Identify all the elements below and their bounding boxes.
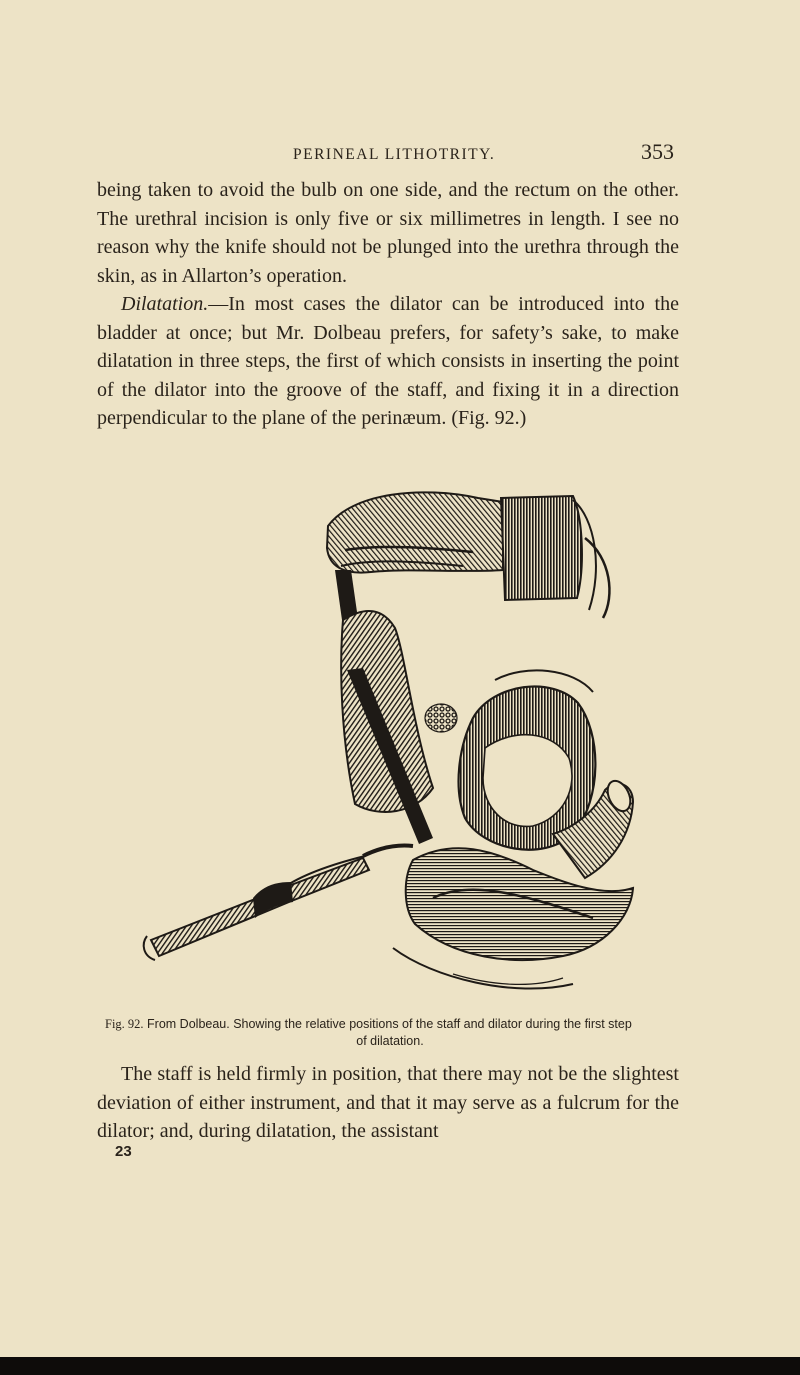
caption-line-2: of dilatation. (356, 1034, 424, 1048)
hand-illustration (327, 492, 503, 572)
paragraph-1: being taken to avoid the bulb on one side, and the rectum on the other. The urethral incision is only five or six millimetres in length. I see no reason why the knife should not be plunged into the urethra through the skin, as in Allarton’s operation. (97, 179, 679, 287)
paragraph-2-body: —In most cases the dilator can be introduced into the bladder at once; but Mr. Dolbeau prefers, for safety’s sake, to make dilatation in three steps, the first of which consists in inserting the point of the dilator into the groove of the staff, and fixing it in a direction perpendicular to the plane of the perinæum. (Fig. 92.) (97, 293, 679, 429)
pubic-region-illustration (425, 704, 457, 732)
signature-mark: 23 (115, 1143, 132, 1160)
figure-label: Fig. 92. (105, 1017, 144, 1031)
section-heading-dilatation: Dilatation. (121, 293, 209, 315)
figure-caption (105, 1016, 675, 1050)
paragraph-3: The staff is held firmly in position, that there may not be the slightest deviation of either instrument, and that it may serve as a fulcrum for the dilator; and, during dilatation, the assistant (97, 1063, 679, 1142)
engraving-illustration (133, 478, 663, 1010)
running-head (0, 139, 800, 172)
figure-92-engraving (133, 478, 663, 1010)
caption-line-1: From Dolbeau. Showing the relative positions of the staff and dilator during the first step (147, 1017, 632, 1031)
scan-edge-bar (0, 1357, 800, 1375)
perineum-illustration (341, 611, 433, 812)
paragraph-2 (97, 290, 679, 433)
sleeve-cuff-illustration (501, 496, 582, 600)
page-number: 353 (641, 139, 674, 164)
running-head-title: PERINEAL LITHOTRITY. (293, 146, 496, 163)
